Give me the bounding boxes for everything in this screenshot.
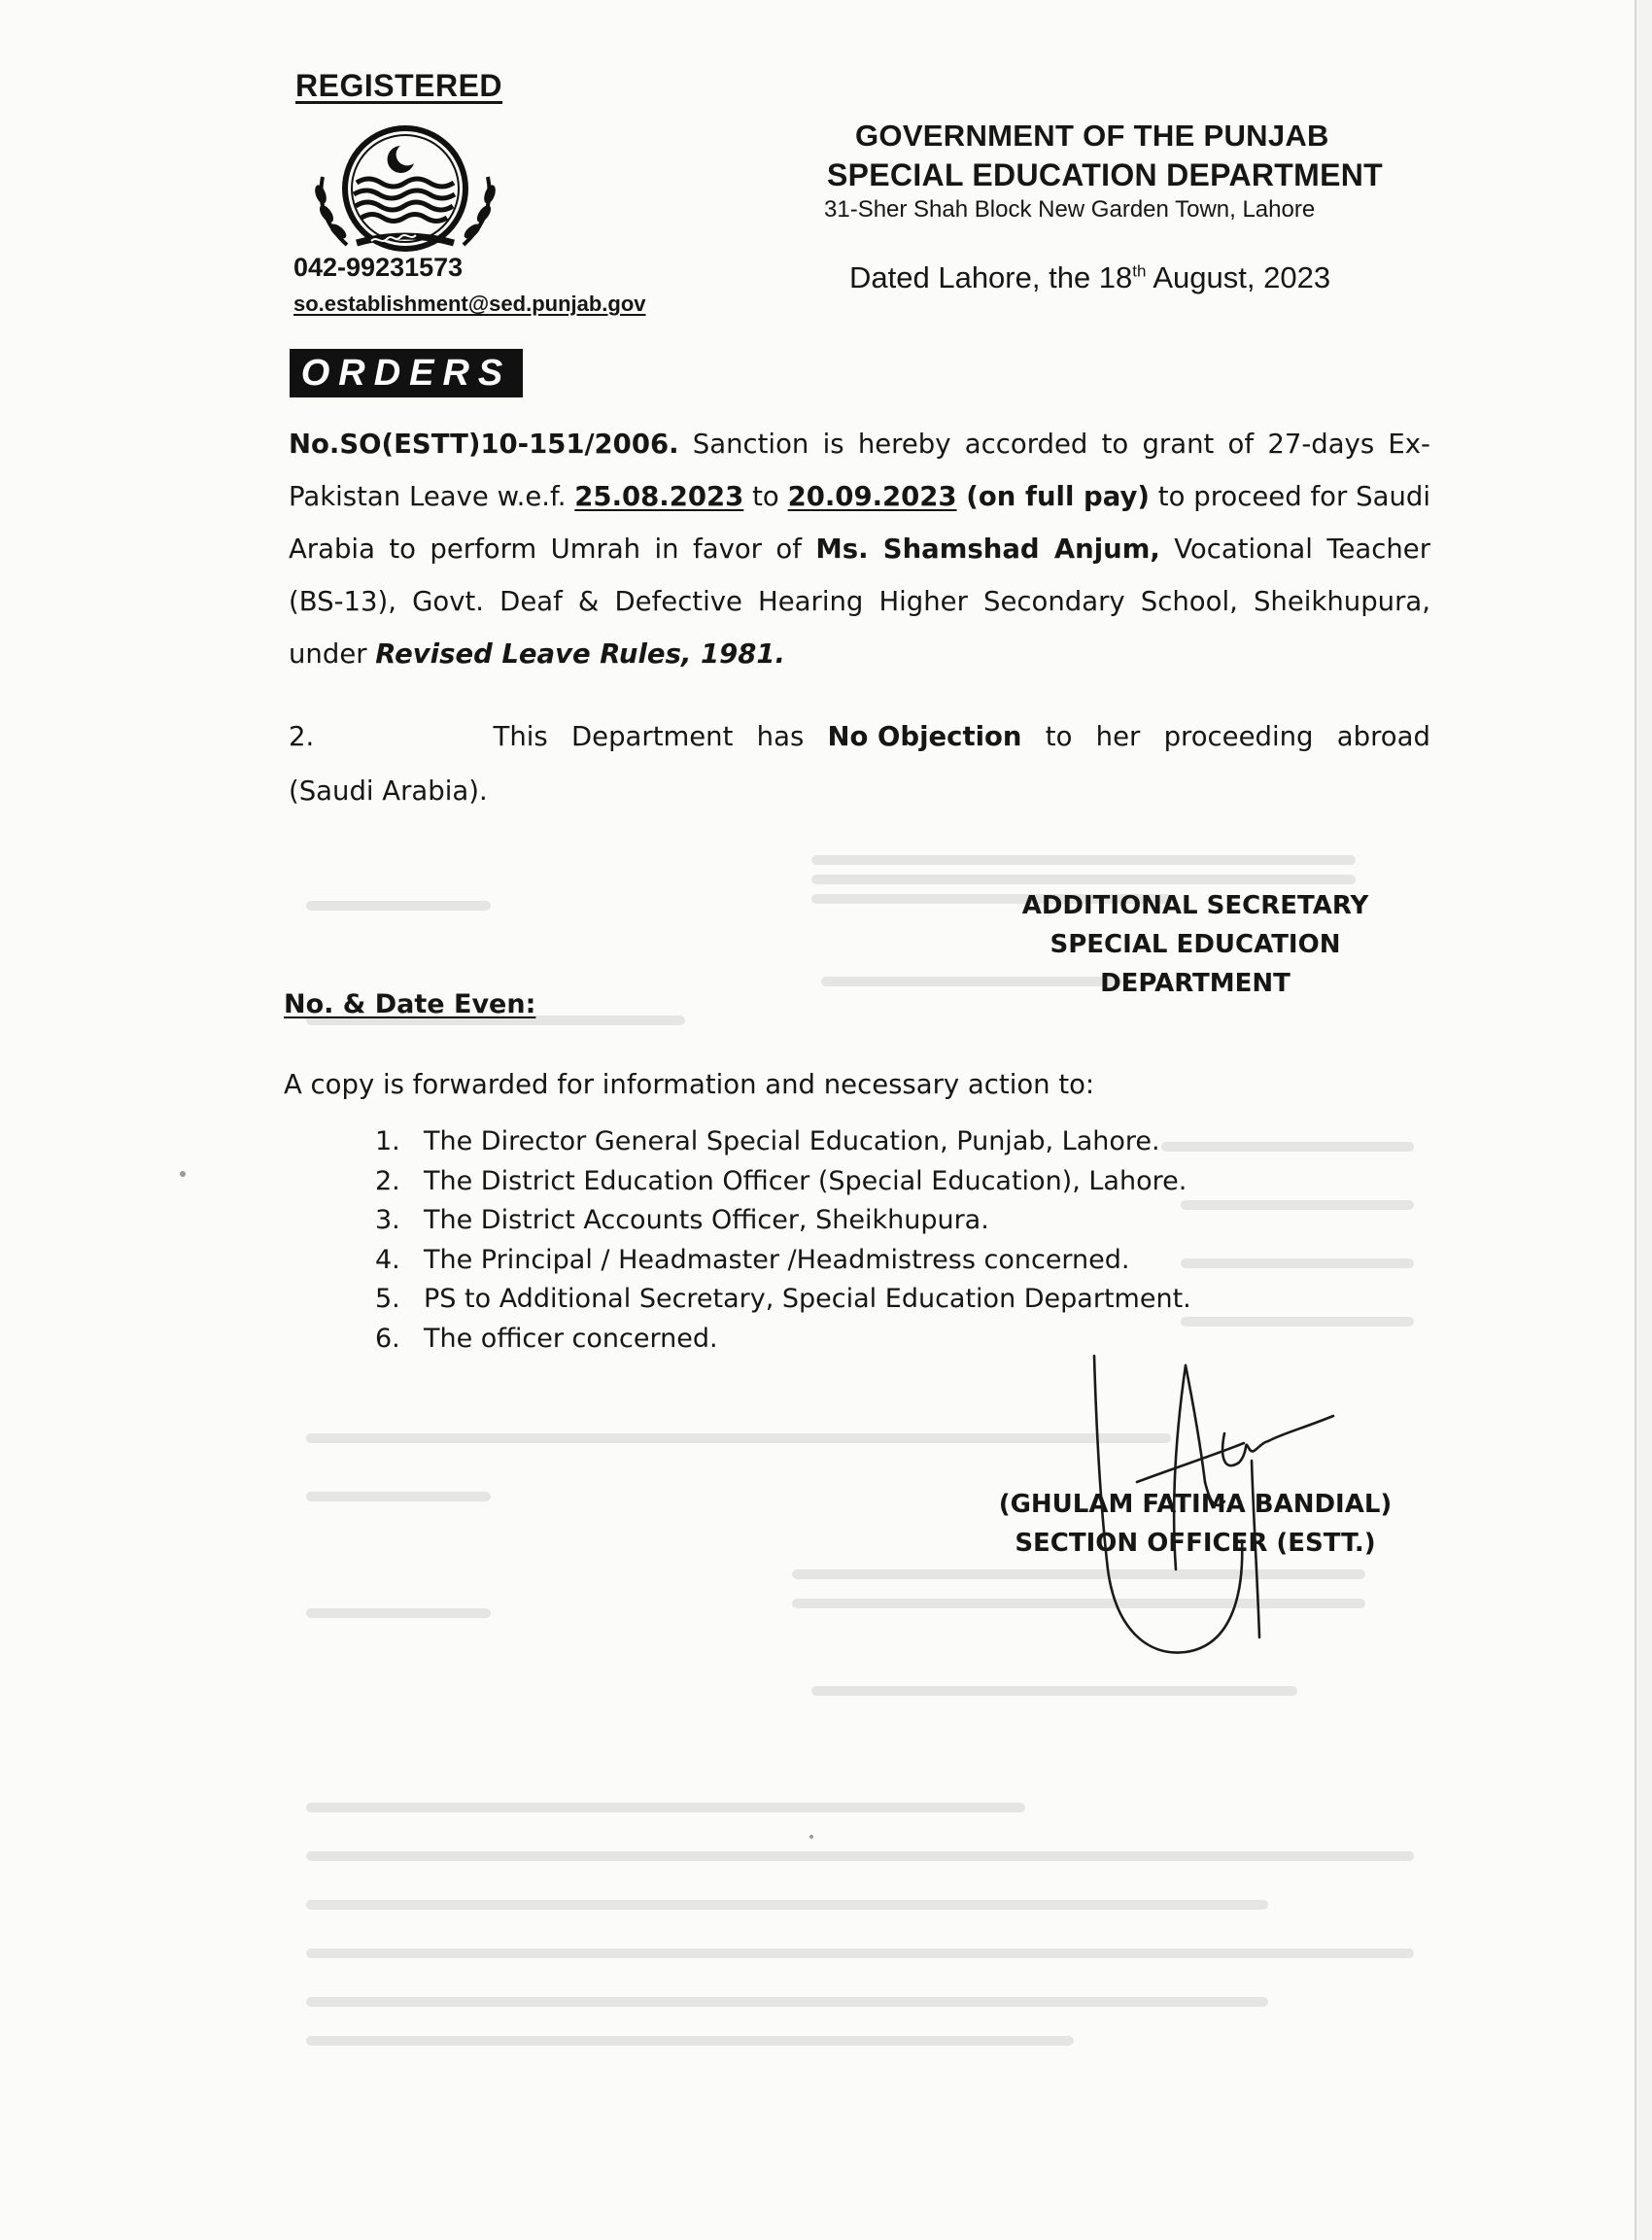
order-number: No.SO(ESTT)10-151/2006. xyxy=(289,429,679,460)
pay-status: (on full pay) xyxy=(956,481,1150,512)
order-text: to xyxy=(743,481,788,512)
employee-name: Ms. Shamshad Anjum, xyxy=(815,534,1160,565)
para-word: This xyxy=(493,721,548,752)
order-text: to proceed for Saudi Arabia to perform Umrah in favor of xyxy=(289,481,1430,565)
order-text: Sanction is hereby accorded to grant of 27-days Ex-Pakistan Leave w.e.f. xyxy=(289,429,1430,512)
punjab-government-emblem-icon xyxy=(303,119,507,264)
dated-superscript: th xyxy=(1132,261,1147,281)
list-number: 5. xyxy=(375,1284,400,1314)
no-and-date-even: No. & Date Even: xyxy=(284,989,536,1019)
no-objection-phrase: No Objection xyxy=(827,721,1022,752)
list-item xyxy=(375,1320,1191,1360)
recipient-list xyxy=(375,1122,1191,1359)
para-word: to xyxy=(1045,721,1073,752)
orders-heading: ORDERS xyxy=(290,349,523,397)
list-number: 2. xyxy=(375,1165,400,1196)
signatory-title: ADDITIONAL SECRETARY xyxy=(1021,891,1369,920)
paragraph-line: (Saudi Arabia). xyxy=(289,775,488,807)
list-item xyxy=(375,1162,1191,1202)
registered-label: REGISTERED xyxy=(295,68,503,103)
signatory-title: SPECIAL EDUCATION xyxy=(1050,930,1341,959)
list-item xyxy=(375,1122,1191,1162)
para-word: her xyxy=(1095,721,1141,752)
order-text: Vocational Teacher (BS-13), Govt. Deaf & Defective Hearing Higher Secondary School, Sheikhupura, under xyxy=(289,534,1430,670)
list-item xyxy=(375,1241,1191,1281)
leave-start-date: 25.08.2023 xyxy=(574,481,744,512)
additional-secretary-block xyxy=(1011,886,1380,1003)
list-number: 4. xyxy=(375,1244,400,1275)
para-word: Department xyxy=(570,721,734,752)
email-address: so.establishment@sed.punjab.gov xyxy=(293,292,646,316)
list-number: 6. xyxy=(375,1323,400,1354)
para-word: abroad xyxy=(1336,721,1430,752)
dated-prefix: Dated Lahore, the 18 xyxy=(849,260,1133,294)
signatory-title: SECTION OFFICER (ESTT.) xyxy=(1015,1529,1376,1558)
list-item xyxy=(375,1280,1191,1320)
para-word: has xyxy=(756,721,805,752)
list-item xyxy=(375,1201,1191,1241)
phone-number: 042-99231573 xyxy=(293,253,464,282)
list-number: 3. xyxy=(375,1205,400,1235)
list-text: PS to Additional Secretary, Special Education Department. xyxy=(424,1284,1191,1314)
list-text: The Director General Special Education, Punjab, Lahore. xyxy=(424,1126,1160,1156)
dated-suffix: August, 2023 xyxy=(1146,260,1331,294)
scan-speck xyxy=(180,1171,186,1177)
para-word: proceeding xyxy=(1163,721,1314,752)
list-text: The District Education Officer (Special Education), Lahore. xyxy=(424,1165,1187,1196)
copy-forwarded-line: A copy is forwarded for information and necessary action to: xyxy=(284,1069,1095,1100)
list-number: 1. xyxy=(375,1126,400,1156)
no-objection-paragraph xyxy=(289,709,1430,818)
department-address: 31-Sher Shah Block New Garden Town, Lahore xyxy=(824,196,1316,223)
paragraph-number: 2. xyxy=(289,721,315,752)
scan-speck xyxy=(809,1835,813,1839)
department-title: SPECIAL EDUCATION DEPARTMENT xyxy=(827,157,1383,192)
government-title: GOVERNMENT OF THE PUNJAB xyxy=(855,119,1329,153)
leave-end-date: 20.09.2023 xyxy=(787,481,957,512)
signatory-name: (GHULAM FATIMA BANDIAL) xyxy=(998,1490,1393,1519)
list-text: The District Accounts Officer, Sheikhupura. xyxy=(424,1205,989,1235)
list-text: The officer concerned. xyxy=(424,1323,718,1354)
order-paragraph xyxy=(289,418,1430,680)
dated-line xyxy=(849,260,1330,295)
leave-rules: Revised Leave Rules, 1981. xyxy=(375,638,785,670)
signatory-title: DEPARTMENT xyxy=(1100,969,1291,998)
handwritten-signature-icon xyxy=(1079,1346,1360,1667)
list-text: The Principal / Headmaster /Headmistress concerned. xyxy=(424,1244,1130,1275)
